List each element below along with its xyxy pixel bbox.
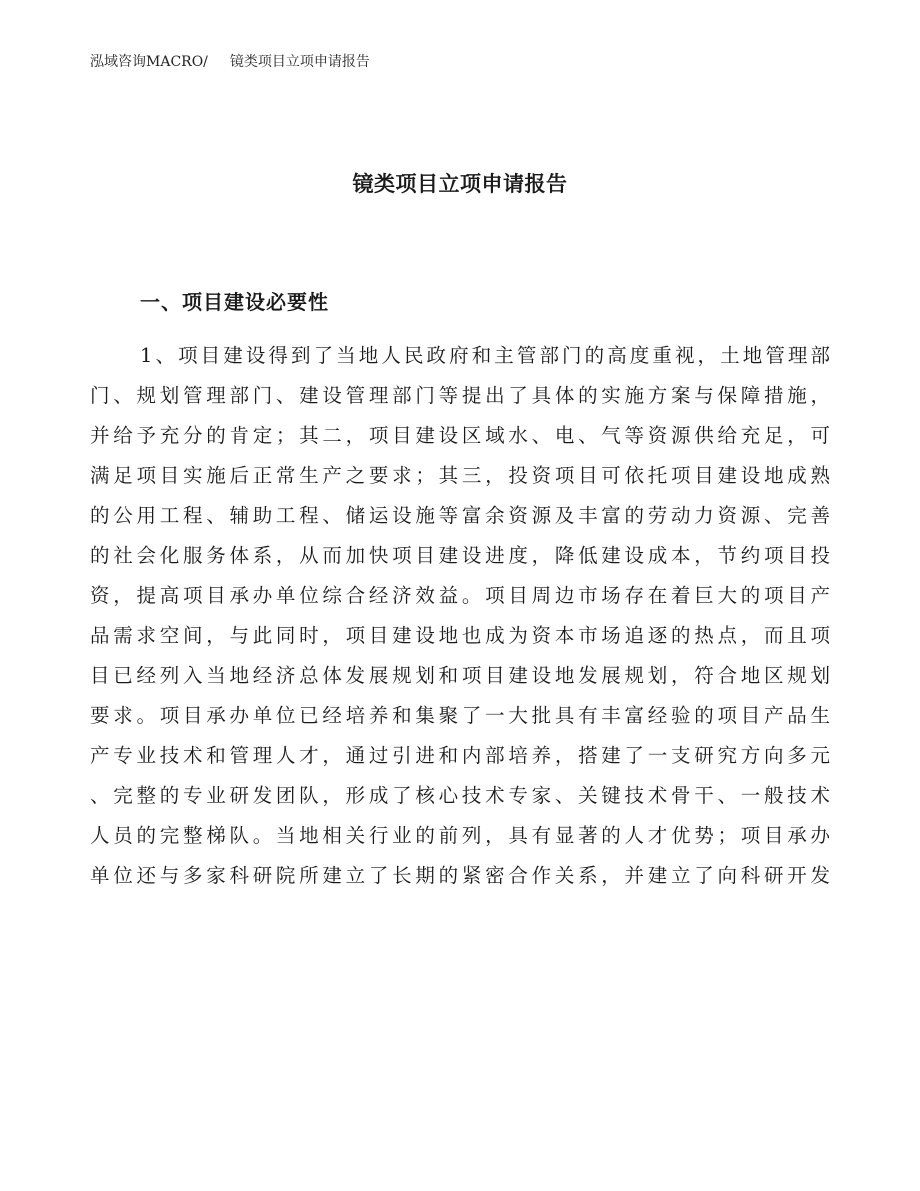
paragraph-line: 目已经列入当地经济总体发展规划和项目建设地发展规划，符合地区规划 <box>90 664 830 687</box>
paragraph-line: 资，提高项目承办单位综合经济效益。项目周边市场存在着巨大的项目产 <box>90 584 830 607</box>
paragraph-line: 、完整的专业研发团队，形成了核心技术专家、关键技术骨干、一般技术 <box>90 784 830 807</box>
document-title: 镜类项目立项申请报告 <box>352 171 568 196</box>
page-header <box>90 52 830 72</box>
paragraph-line: 的公用工程、辅助工程、储运设施等富余资源及丰富的劳动力资源、完善 <box>90 504 830 527</box>
paragraph-line: 要求。项目承办单位已经培养和集聚了一大批具有丰富经验的项目产品生 <box>90 704 830 727</box>
paragraph-line: 门、规划管理部门、建设管理部门等提出了具体的实施方案与保障措施， <box>90 384 830 407</box>
paragraph-line: 人员的完整梯队。当地相关行业的前列，具有显著的人才优势；项目承办 <box>90 824 830 847</box>
paragraph-line: 并给予充分的肯定；其二，项目建设区域水、电、气等资源供给充足，可 <box>90 424 830 447</box>
paragraph-line: 满足项目实施后正常生产之要求；其三，投资项目可依托项目建设地成熟 <box>90 464 830 487</box>
header-doc-title: 镜类项目立项申请报告 <box>229 54 370 70</box>
paragraph-line: 产专业技术和管理人才，通过引进和内部培养，搭建了一支研究方向多元 <box>90 744 830 767</box>
section-heading: 一、项目建设必要性 <box>140 290 329 314</box>
paragraph-line: 的社会化服务体系，从而加快项目建设进度，降低建设成本，节约项目投 <box>90 544 830 567</box>
paragraph-line: 品需求空间，与此同时，项目建设地也成为资本市场追逐的热点，而且项 <box>90 624 830 647</box>
paragraph-line: 单位还与多家科研院所建立了长期的紧密合作关系，并建立了向科研开发 <box>90 864 830 887</box>
paragraph-line: 1、项目建设得到了当地人民政府和主管部门的高度重视，土地管理部 <box>140 344 830 367</box>
section-body <box>90 336 830 896</box>
header-source: 泓域咨询MACRO/ <box>90 54 208 70</box>
